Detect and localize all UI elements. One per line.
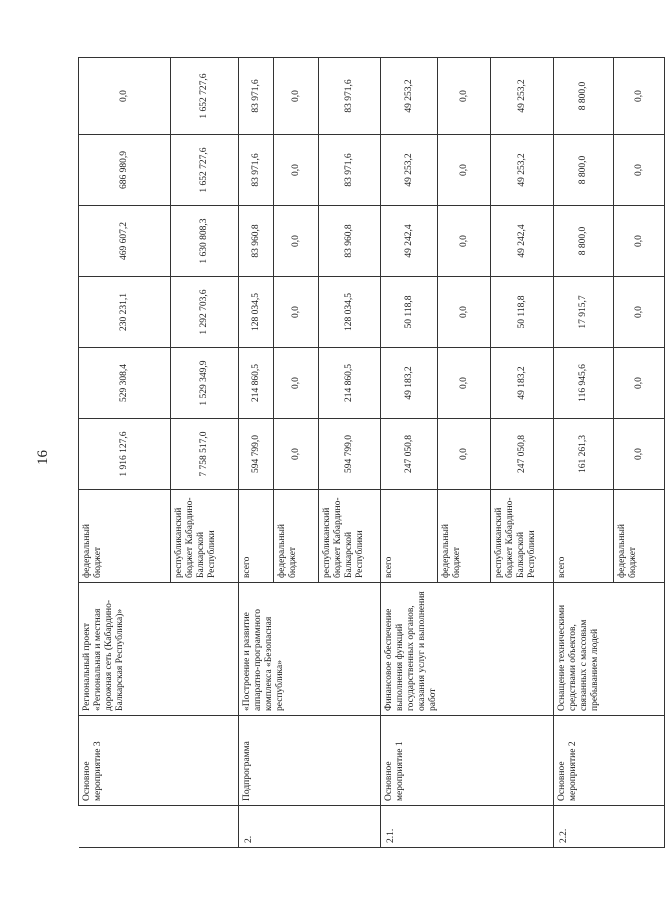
amount-cell: 83 971,6 xyxy=(239,58,274,135)
amount-cell: 247 050,8 xyxy=(381,419,438,490)
row-name: Основное мероприятие 2 xyxy=(554,716,665,806)
amount-cell: 247 050,8 xyxy=(491,419,554,490)
amount-cell: 0,0 xyxy=(274,58,319,135)
amount-cell: 1 652 727,6 xyxy=(171,58,239,135)
amount-cell: 83 971,6 xyxy=(319,58,381,135)
amount-cell: 49 253,2 xyxy=(491,58,554,135)
funding-source: федеральный бюджет xyxy=(614,490,665,583)
amount-cell: 8 800,0 xyxy=(554,135,614,206)
row-index: 2.1. xyxy=(381,806,554,848)
funding-source: федеральный бюджет xyxy=(438,490,491,583)
amount-cell: 7 758 517,0 xyxy=(171,419,239,490)
amount-cell: 1 652 727,6 xyxy=(171,135,239,206)
funding-source: республиканский бюджет Кабардино-Балкарской Республики xyxy=(171,490,239,583)
amount-cell: 0,0 xyxy=(614,277,665,348)
amount-cell: 49 253,2 xyxy=(491,135,554,206)
amount-cell: 214 860,5 xyxy=(239,348,274,419)
amount-cell: 49 253,2 xyxy=(381,135,438,206)
amount-cell: 50 118,8 xyxy=(381,277,438,348)
amount-cell: 0,0 xyxy=(614,348,665,419)
rotated-page xyxy=(78,58,644,848)
row-name: Основное мероприятие 1 xyxy=(381,716,554,806)
funding-source: всего xyxy=(381,490,438,583)
amount-cell: 49 242,4 xyxy=(381,206,438,277)
amount-cell: 214 860,5 xyxy=(319,348,381,419)
amount-cell: 0,0 xyxy=(274,206,319,277)
amount-cell: 0,0 xyxy=(438,348,491,419)
budget-table xyxy=(78,57,665,848)
amount-cell: 0,0 xyxy=(438,277,491,348)
row-description: Финансовое обеспечение выполнения функций государственных органов, оказания услуг и выполнения работ xyxy=(381,583,554,716)
amount-cell: 0,0 xyxy=(274,277,319,348)
table-row xyxy=(554,58,614,848)
amount-cell: 116 945,6 xyxy=(554,348,614,419)
amount-cell: 0,0 xyxy=(438,419,491,490)
amount-cell: 529 308,4 xyxy=(79,348,171,419)
amount-cell: 83 971,6 xyxy=(239,135,274,206)
funding-source: всего xyxy=(554,490,614,583)
amount-cell: 0,0 xyxy=(274,135,319,206)
amount-cell: 49 242,4 xyxy=(491,206,554,277)
funding-source: республиканский бюджет Кабардино-Балкарской Республики xyxy=(319,490,381,583)
amount-cell: 83 971,6 xyxy=(319,135,381,206)
amount-cell: 49 183,2 xyxy=(381,348,438,419)
amount-cell: 128 034,5 xyxy=(319,277,381,348)
amount-cell: 1 292 703,6 xyxy=(171,277,239,348)
amount-cell: 1 529 349,9 xyxy=(171,348,239,419)
amount-cell: 0,0 xyxy=(274,419,319,490)
table-row xyxy=(381,58,438,848)
funding-source: республиканский бюджет Кабардино-Балкарской Республики xyxy=(491,490,554,583)
amount-cell: 8 800,0 xyxy=(554,206,614,277)
amount-cell: 0,0 xyxy=(274,348,319,419)
amount-cell: 469 607,2 xyxy=(79,206,171,277)
row-name: Основное мероприятие 3 xyxy=(79,716,239,806)
amount-cell: 0,0 xyxy=(438,206,491,277)
amount-cell: 594 799,0 xyxy=(319,419,381,490)
amount-cell: 230 231,1 xyxy=(79,277,171,348)
amount-cell: 0,0 xyxy=(614,206,665,277)
amount-cell: 83 960,8 xyxy=(239,206,274,277)
row-description: «Построение и развитие аппаратно-программного комплекса «Безопасная республика» xyxy=(239,583,381,716)
row-index xyxy=(79,806,239,848)
table-body xyxy=(79,58,665,848)
funding-source: всего xyxy=(239,490,274,583)
amount-cell: 17 915,7 xyxy=(554,277,614,348)
amount-cell: 0,0 xyxy=(614,58,665,135)
row-name: Подпрограмма xyxy=(239,716,381,806)
amount-cell: 49 183,2 xyxy=(491,348,554,419)
amount-cell: 49 253,2 xyxy=(381,58,438,135)
amount-cell: 161 261,3 xyxy=(554,419,614,490)
funding-source: федеральный бюджет xyxy=(274,490,319,583)
row-index: 2. xyxy=(239,806,381,848)
amount-cell: 1 916 127,6 xyxy=(79,419,171,490)
amount-cell: 128 034,5 xyxy=(239,277,274,348)
page-number: 16 xyxy=(35,450,51,465)
amount-cell: 686 980,9 xyxy=(79,135,171,206)
table-row xyxy=(239,58,274,848)
row-index: 2.2. xyxy=(554,806,665,848)
amount-cell: 0,0 xyxy=(79,58,171,135)
amount-cell: 0,0 xyxy=(438,58,491,135)
amount-cell: 594 799,0 xyxy=(239,419,274,490)
funding-source: федеральный бюджет xyxy=(79,490,171,583)
amount-cell: 83 960,8 xyxy=(319,206,381,277)
row-description: Оснащение техническими средствами объектов, связанных с массовым пребыванием людей xyxy=(554,583,665,716)
amount-cell: 8 800,0 xyxy=(554,58,614,135)
row-description: Региональный проект «Региональная и местная дорожная сеть (Кабардино-Балкарская Республика)» xyxy=(79,583,239,716)
amount-cell: 0,0 xyxy=(614,419,665,490)
amount-cell: 0,0 xyxy=(438,135,491,206)
amount-cell: 0,0 xyxy=(614,135,665,206)
table-row xyxy=(79,58,171,848)
amount-cell: 1 630 808,3 xyxy=(171,206,239,277)
amount-cell: 50 118,8 xyxy=(491,277,554,348)
